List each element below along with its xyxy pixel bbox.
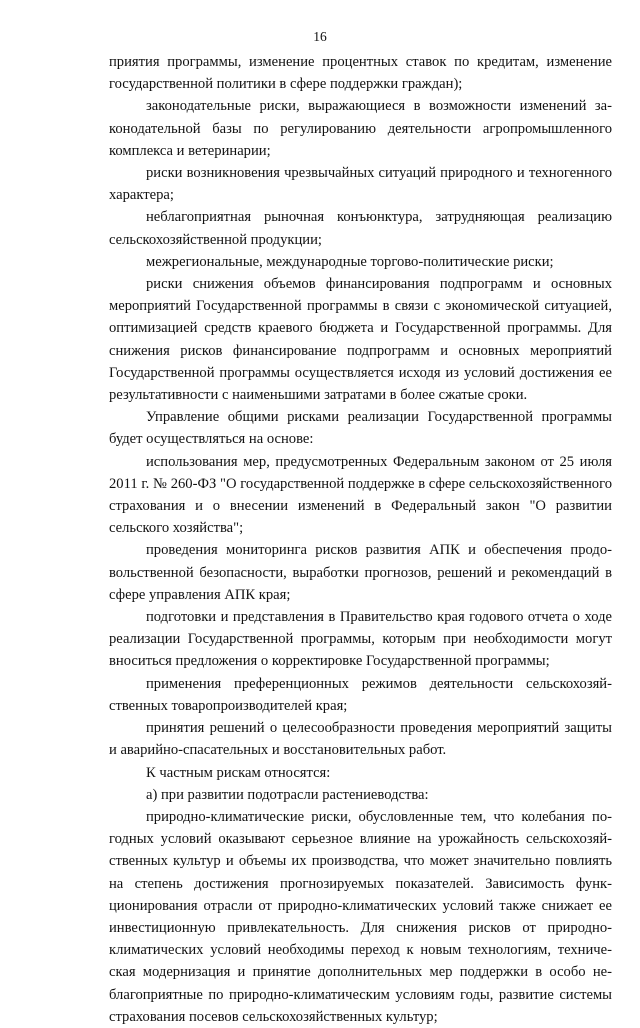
page-number: 16 bbox=[313, 29, 327, 44]
paragraph-private-risks-heading: К частным рискам относятся: bbox=[146, 764, 331, 781]
paragraph-preferential-regimes: применения преференционных режимов деятельности сельскохозяйственных товаропроизводителей края; bbox=[109, 675, 612, 714]
paragraph-market-conditions: неблагоприятная рыночная конъюнктура, затрудняющая реализацию сельскохозяйственной продукции; bbox=[109, 209, 612, 248]
paragraph-monitoring: проведения мониторинга рисков развития АПК и обеспечения продовольственной безопасности, выработки прогнозов, решений и рекомендаций в сфере управления АПК края; bbox=[109, 542, 612, 603]
paragraph-legislative-risks: законодательные риски, выражающиеся в возможности изменений законодательной базы по регулированию деятельности агропромышленного комплекса и ветеринарии; bbox=[109, 98, 612, 159]
paragraph-trade-risks: межрегиональные, международные торгово-политические риски; bbox=[146, 253, 554, 270]
paragraph-crop-production: а) при развитии подотрасли растениеводства: bbox=[146, 786, 429, 803]
document-body bbox=[109, 51, 612, 1028]
paragraph-annual-report: подготовки и представления в Правительство края годового отчета о ходе реализации Государственной программы, которым при необходимости могут вноситься предложения о корректировке Государственной программы; bbox=[109, 609, 612, 670]
paragraph-emergency-risks: риски возникновения чрезвычайных ситуаций природного и техногенного характера; bbox=[109, 165, 612, 204]
paragraph-federal-law-measures: использования мер, предусмотренных Федеральным законом от 25 июля 2011 г. № 260-ФЗ "О государственной поддержке в сфере сельскохозяйственного страхования и о внесении изменений в Федеральный закон "О развитии сельского хозяйства"; bbox=[109, 453, 612, 537]
paragraph-protection-decisions: принятия решений о целесообразности проведения мероприятий защиты и аварийно-спасательных и восстановительных работ. bbox=[109, 720, 612, 759]
paragraph-funding-risks: риски снижения объемов финансирования подпрограмм и основных мероприятий Государственной программы в связи с экономической ситуацией, оптимизацией средств краевого бюджета и Государственной программы. Для снижения рисков финансирование подпрограмм и основных мероприятий Государственной программы осуществляется исходя из условий достижения ее результативности с наименьшими затратами в более сжатые сроки. bbox=[109, 276, 612, 404]
paragraph-climate-risks: природно-климатические риски, обусловленные тем, что колебания погодных условий оказывают серьезное влияние на урожайность сельскохозяйственных культур и объемы их производства, что может значительно повлиять на степень достижения прогнозируемых показателей. Зависимость функционирования отрасли от природно-климатических условий также снижает ее инвестиционную привлекательность. Для снижения рисков от природно-климатических условий необходимы переход к новым технологиям, техническая модернизация и принятие дополнительных мер поддержки в особо неблагоприятные по природно-климатическим условиям годы, развитие системы страхования посевов сельскохозяйственных культур; bbox=[109, 808, 612, 1025]
paragraph-continuation: приятия программы, изменение процентных ставок по кредитам, изменение государственной политики в сфере поддержки граждан); bbox=[109, 54, 612, 93]
paragraph-risk-management: Управление общими рисками реализации Государственной программы будет осуществляться на основе: bbox=[109, 409, 612, 448]
